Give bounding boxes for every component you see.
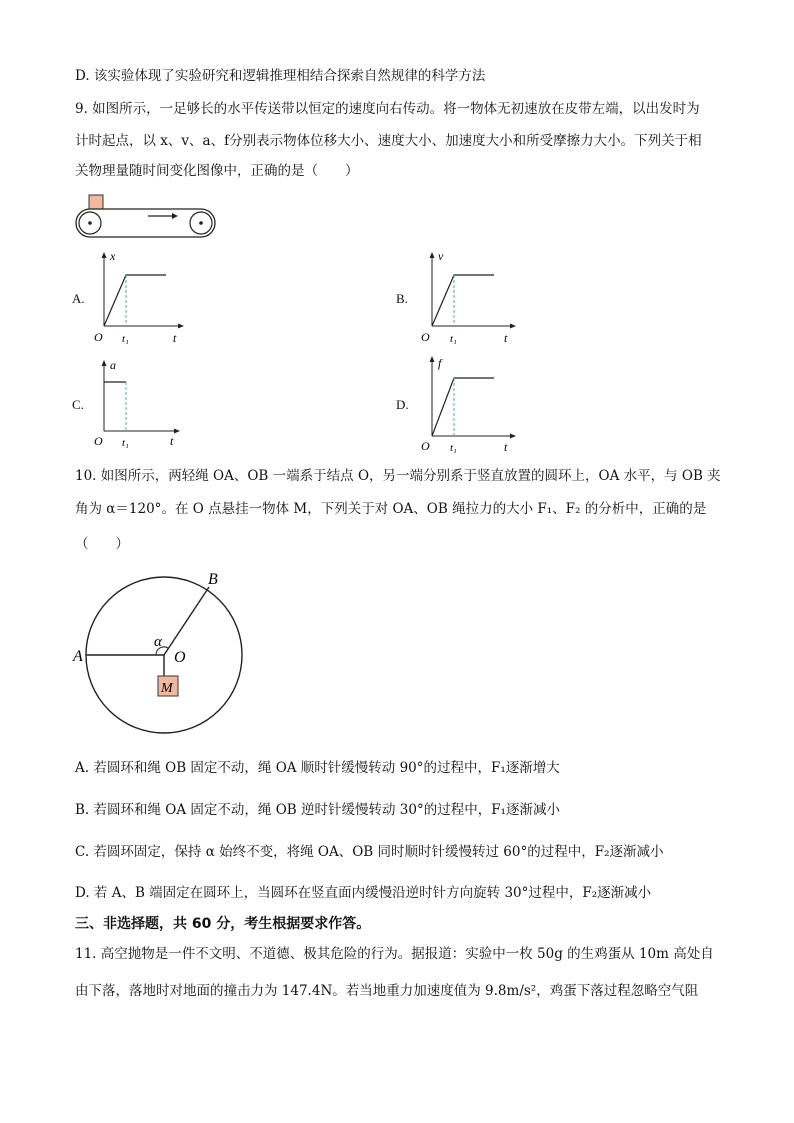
conveyor-belt [76,209,215,237]
graph-a-origin: O [94,330,103,344]
q9-stem-line2: 计时起点，以 x、v、a、f分别表示物体位移大小、速度大小、加速度大小和所受摩擦力大小。下列关于相 [75,133,702,149]
graph-b-t1-label: t₁ [450,333,457,345]
graph-c-y-arrow [102,360,107,366]
graph-a [90,248,190,348]
q8-option-d: D. 该实验体现了实验研究和逻辑推理相结合探索自然规律的科学方法 [75,68,486,84]
q10-option-d: D. 若 A、B 端固定在圆环上，当圆环在竖直面内缓慢沿逆时针方向旋转 30°过程中，F₂逐渐减小 [75,885,652,901]
section-3-heading: 三、非选择题，共 60 分，考生根据要求作答。 [75,916,371,932]
q10-stem-line2: 角为 α＝120°。在 O 点悬挂一物体 M，下列关于对 OA、OB 绳拉力的大小 F₁、F₂ 的分析中，正确的是 [75,501,707,517]
graph-a-t-label: t [173,331,177,345]
graph-d-origin: O [421,439,430,453]
q10-stem-line3: （ ） [75,536,129,552]
graph-b-t-label: t [504,331,508,345]
graph-c-label: C. [72,397,84,412]
graph-d-y-arrow [430,356,435,362]
graph-d-label: D. [396,397,409,412]
graph-c [90,356,190,452]
graph-c-origin: O [94,434,103,448]
q9-stem-line1: 9. 如图所示，一足够长的水平传送带以恒定的速度向右传动。将一物体无初速放在皮带左端，以出发时为 [75,101,700,117]
conveyor-block [89,195,103,209]
graph-a-curve [104,275,166,326]
q11-stem-line2: 由下落，落地时对地面的撞击力为 147.4N。若当地重力加速度值为 9.8m/s²，鸡蛋下落过程忽略空气阻 [75,983,699,999]
ring-figure [70,565,260,745]
rope-ob [164,587,209,655]
graph-b-label: B. [396,291,408,306]
graph-c-t-arrow [174,429,180,434]
point-a-label: A [73,648,83,665]
left-pulley-axle [88,221,92,225]
graph-d-t1-label: t₁ [450,442,457,454]
conveyor-belt-figure [72,192,220,242]
graph-a-y-label: x [110,249,116,263]
graph-b-curve [432,275,494,326]
graph-d-curve [432,378,494,436]
graph-c-y-label: a [110,358,116,372]
graph-b-t-arrow [510,324,516,329]
graph-d-t-arrow [510,434,516,439]
mass-label: M [161,681,173,696]
graph-b-y-arrow [430,252,435,258]
graph-d-t-label: t [504,440,508,454]
graph-d-y-label: f [438,356,442,370]
q10-option-b: B. 若圆环和绳 OA 固定不动，绳 OB 逆时针缓慢转动 30°的过程中，F₁逐渐减小 [75,802,560,818]
q11-stem-line1: 11. 高空抛物是一件不文明、不道德、极其危险的行为。据报道：实验中一枚 50g 的生鸡蛋从 10m 高处自 [75,946,714,962]
q10-stem-line1: 10. 如图所示，两轻绳 OA、OB 一端系于结点 O，另一端分别系于竖直放置的圆环上，OA 水平，与 OB 夹 [75,468,721,484]
point-o-label: O [174,649,186,666]
q9-stem-line3: 关物理量随时间变化图像中，正确的是（ ） [75,163,359,179]
graph-c-t-label: t [170,434,174,448]
direction-arrow-head [172,213,178,219]
graph-a-y-arrow [102,252,107,258]
graph-c-t1-label: t₁ [122,437,129,449]
q10-option-c: C. 若圆环固定，保持 α 始终不变，将绳 OA、OB 同时顺时针缓慢转过 60°的过程中，F₂逐渐减小 [75,844,664,860]
graph-b-origin: O [421,330,430,344]
alpha-label: α [154,634,162,650]
graph-b [418,248,523,348]
right-pulley-axle [199,221,203,225]
graph-a-t-arrow [178,324,184,329]
point-b-label: B [208,571,218,588]
q10-option-a: A. 若圆环和绳 OB 固定不动，绳 OA 顺时针缓慢转动 90°的过程中，F₁逐渐增大 [75,760,560,776]
graph-a-label: A. [72,291,85,306]
graph-b-y-label: v [438,249,444,263]
graph-a-t1-label: t₁ [122,333,129,345]
graph-d [418,352,523,454]
